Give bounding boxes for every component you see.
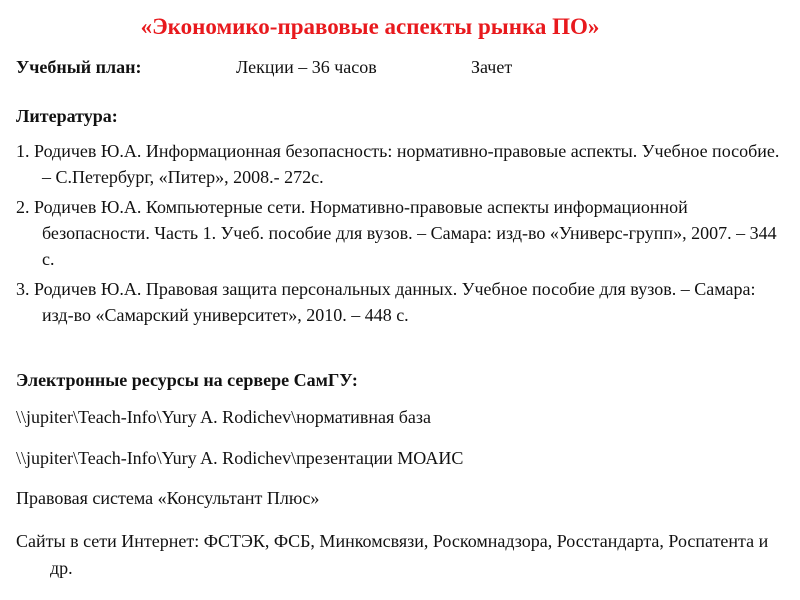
resource-path-presentations: \\jupiter\Teach-Info\Yury A. Rodichev\презентации МОАИС <box>16 448 464 468</box>
literature-item-1: 1. Родичев Ю.А. Информационная безопасность: нормативно-правовые аспекты. Учебное пособие. – С.Петербург, «Питер», 2008.- 272с. <box>16 141 780 187</box>
internet-sites: Сайты в сети Интернет: ФСТЭК, ФСБ, Минкомсвязи, Роскомнадзора, Росстандарта, Роспатента и др. <box>16 531 769 578</box>
slide-title: «Экономико-правовые аспекты рынка ПО» <box>140 14 600 39</box>
resources-heading: Электронные ресурсы на сервере СамГУ: <box>16 370 358 390</box>
literature-item-2: 2. Родичев Ю.А. Компьютерные сети. Нормативно-правовые аспекты информационной безопасности. Часть 1. Учеб. пособие для вузов. – Самара: изд-во «Универс-групп», 2007. – 344 с. <box>16 197 777 269</box>
literature-item-3: 3. Родичев Ю.А. Правовая защита персональных данных. Учебное пособие для вузов. – Самара: изд-во «Самарский университет», 2010. – 448 с. <box>16 279 756 325</box>
lectures-hours: Лекции – 36 часов <box>236 57 377 77</box>
literature-list <box>16 138 786 332</box>
study-plan-label: Учебный план: <box>16 57 142 77</box>
resource-path-normative: \\jupiter\Teach-Info\Yury A. Rodichev\нормативная база <box>16 407 431 427</box>
resource-consultant-plus: Правовая система «Консультант Плюс» <box>16 488 320 508</box>
exam-type: Зачет <box>471 57 513 77</box>
literature-heading: Литература: <box>16 106 118 126</box>
